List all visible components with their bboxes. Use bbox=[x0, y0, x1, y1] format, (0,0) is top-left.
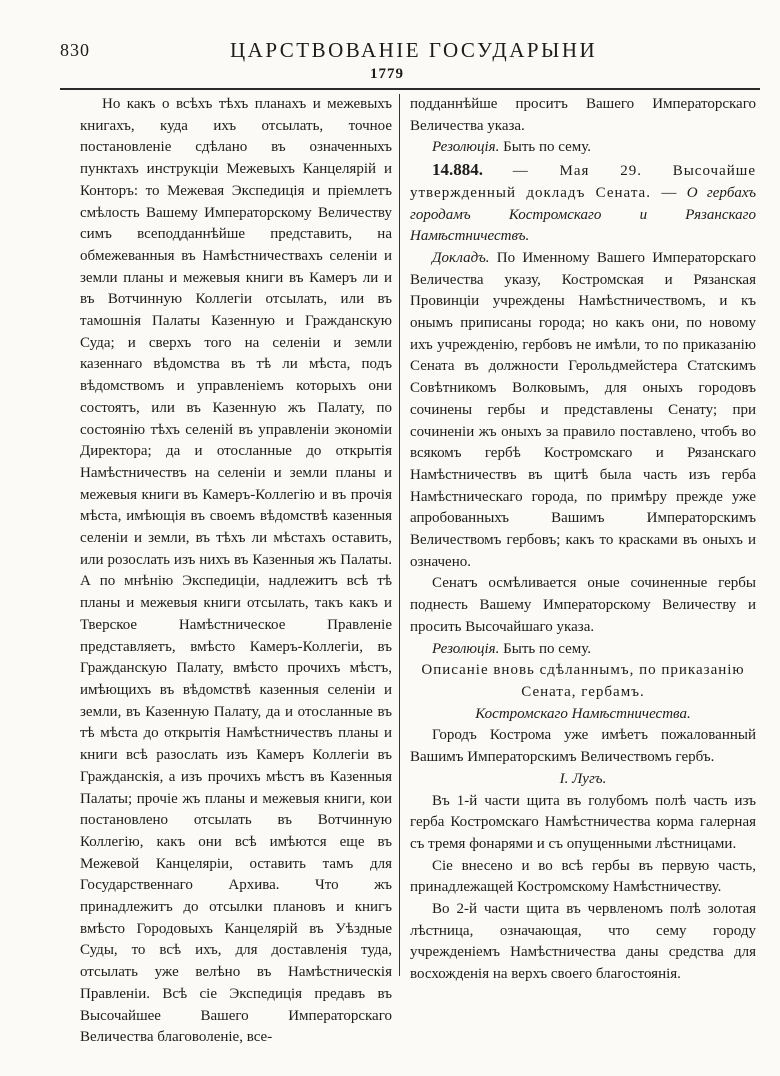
resolution-1-text: Быть по сему. bbox=[503, 139, 591, 156]
entry-number: 14.884. bbox=[432, 160, 483, 180]
entry-date: — Мая 29. Высочайше утвержденный докладъ Сената. — bbox=[410, 163, 756, 201]
town-heading: I. Лугъ. bbox=[559, 770, 607, 787]
kostroma-paragraph: Городъ Кострома уже имѣетъ пожалованный Вашимъ Императорскимъ Величествомъ гербъ. bbox=[410, 727, 756, 766]
resolution-1 bbox=[410, 137, 756, 159]
header-rule bbox=[60, 88, 760, 90]
resolution-2 bbox=[410, 639, 756, 661]
resolution-2-label: Резолюція. bbox=[432, 640, 500, 657]
right-column bbox=[410, 94, 756, 986]
luh-paragraph-1: Въ 1-й части щита въ голубомъ полѣ часть изъ герба Костромскаго Намѣстничества корма галерная съ тремя фонарями и съ опущенными лѣстницами. bbox=[410, 792, 756, 852]
year-heading: 1779 bbox=[370, 66, 404, 82]
namestnichestvo-heading: Костромскаго Намѣстничества. bbox=[475, 705, 691, 722]
description-heading: Описаніе вновь сдѣланнымъ, по приказанію Сената, гербамъ. bbox=[421, 662, 745, 700]
luh-paragraph-2: Сіе внесено и во всѣ гербы въ первую часть, принадлежащей Костромскому Намѣстничеству. bbox=[410, 857, 756, 896]
entry-header bbox=[410, 159, 756, 248]
senate-paragraph: Сенатъ осмѣливается оные сочиненные гербы поднесть Вашему Императорскому Величеству и просить Высочайшаго указа. bbox=[410, 575, 756, 635]
continuation-paragraph: подданнѣйше проситъ Вашего Императорскаго Величества указа. bbox=[410, 96, 756, 134]
report-label: Докладъ. bbox=[432, 249, 490, 266]
left-paragraph: Но какъ о всѣхъ тѣхъ планахъ и межевыхъ книгахъ, куда ихъ отсылать, точное постановленіе сдѣлано въ означенныхъ пунктахъ инструкціи Межевыхъ Канцелярій и Конторъ: то Межевая Экспедиція и пріемлетъ смѣлость Вашему Императорскому Величеству симъ всеподданнѣйше представить, на обмежеванныя въ Намѣстничествахъ селеніи и земли планы и межевыя книги въ Камеръ ли и въ Вотчинную Коллегіи отсылать, или въ тамошнія Палаты Казенную и Гражданскую Суда; и сверхъ того на селеніи и земли казеннаго вѣдомства въ тѣ ли мѣста, подъ вѣдомствомъ и управленіемъ которыхъ они состоятъ, или въ Казенную жъ Палату, по состоянію тѣхъ селеній въ управленіи экономіи Директора; да и отосланные до открытія Намѣстничествъ на селеніи и земли планы и межевыя книги въ Камеръ-Коллегію и въ прочія мѣста, имѣющія въ своемъ вѣдомствѣ казенныя селеніи и земли, въ тѣхъ ли мѣстахъ оставить, или розослать изъ нихъ въ Казенныя жъ Палаты. А по мнѣнію Экспедиціи, надлежитъ всѣ тѣ планы и межевыя книги отсылать, такъ какъ и Тверское Намѣстническое Правленіе представляетъ, вмѣсто Камеръ-Коллегіи, въ Гражданскую Палату, вмѣсто прочихъ мѣстъ, имѣющихъ въ вѣдомствѣ казенныя селеніи и земли, въ Казенную Палату, да и отосланные въ тѣ мѣста до открытія Намѣстничествъ планы и книги всѣ разослать изъ Камеръ Коллегіи въ Гражданскія, а изъ прочихъ мѣстъ въ Казенныя Палаты; прочіе жъ планы и межевыя книги, кои постановлено отсылать въ Вотчинную Коллегію, какъ они всѣ имѣются еще въ Межевой Канцеляріи, оставить тамъ для Государственнаго Архива. Что жъ принадлежитъ до отсылки плановъ и книгъ вмѣсто Городовыхъ Канцелярій въ Уѣздные Суды, то всѣ ихъ, для доставленія туда, отсылать уже велѣно въ Намѣстническія Правленіи. Всѣ сіе Экспедиція предавъ въ Высочайшее Вашего Императорскаго Величества благоволеніе, все- bbox=[80, 96, 392, 1046]
resolution-2-text: Быть по сему. bbox=[503, 640, 591, 657]
resolution-1-label: Резолюція. bbox=[432, 139, 500, 156]
report-paragraph bbox=[410, 248, 756, 574]
entry-subject: О гербахъ городамъ Костромскаго и Рязанскаго Намѣстничествъ. bbox=[410, 184, 756, 245]
report-text: По Именному Вашего Императорскаго Величества указу, Костромская и Рязанская Провинціи учреждены Намѣстничествомъ, и къ онымъ приписаны города; но какъ они, по новому ихъ учрежденію, гербовъ не имѣли, то по приказанію Сената въ должности Герольдмейстера Статскимъ Совѣтникомъ Волковымъ, для оныхъ городовъ сочинены гербы и представлены Сенату; при сочиненіи жъ оныхъ за правило поставлено, чтобъ во всякомъ гербѣ Костромскаго и Рязанскаго Намѣстничествъ въ щитѣ была часть изъ герба Намѣстническаго города, по примѣру прежде уже апробованныхъ Вашимъ Императорскимъ Величествомъ гербовъ; какъ то красками въ оныхъ и означено. bbox=[410, 249, 756, 570]
column-divider bbox=[399, 94, 400, 976]
page-number: 830 bbox=[60, 40, 90, 60]
running-title: ЦАРСТВОВАНІЕ ГОСУДАРЫНИ bbox=[230, 38, 598, 62]
luh-paragraph-3: Во 2-й части щита въ червленомъ полѣ золотая лѣстница, означающая, что сему городу учрежденіемъ Намѣстничества даны средства для восхожденія на верхъ своего благостоянія. bbox=[410, 901, 756, 983]
left-column bbox=[80, 94, 392, 1049]
